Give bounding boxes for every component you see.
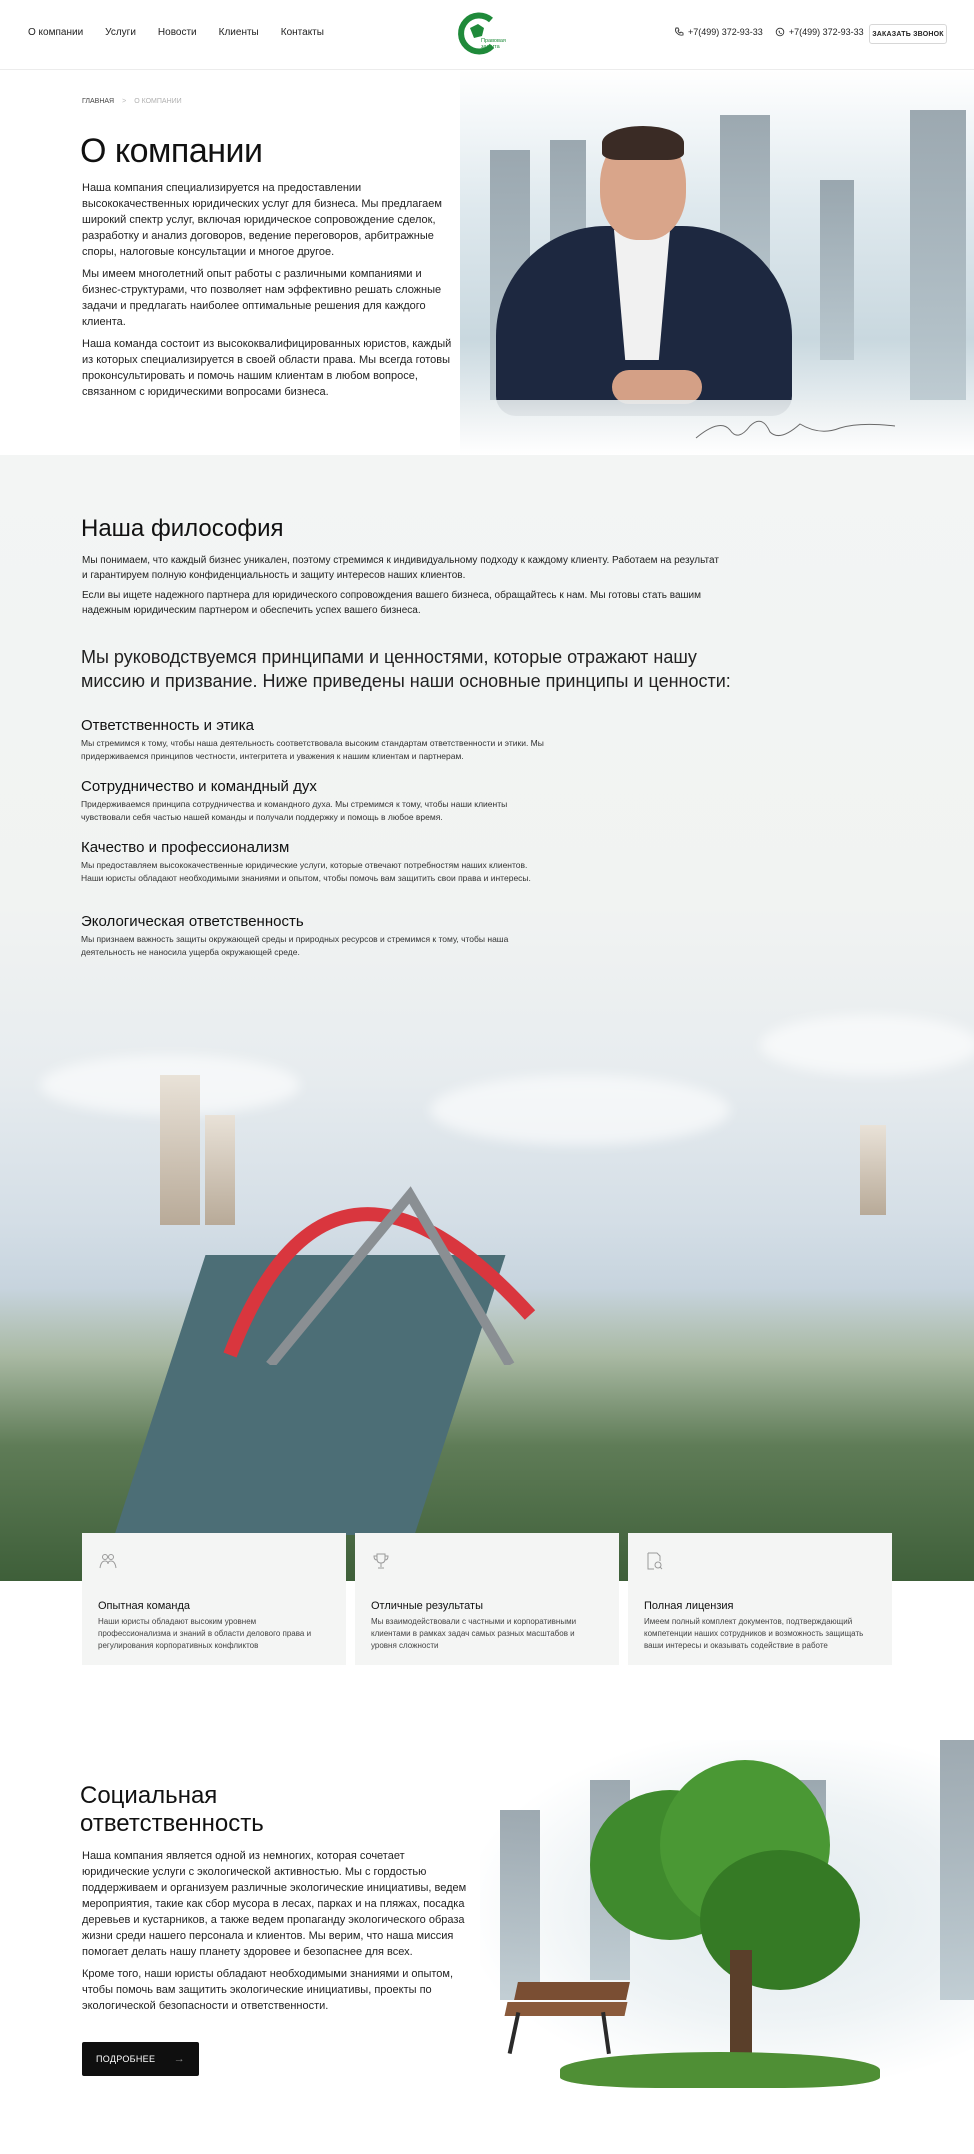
social-text: [82, 1848, 470, 2020]
philosophy-lead: Мы руководствуемся принципами и ценностями, которые отражают нашу миссию и призвание. Ниже приведены наши основные принципы и ценности:: [81, 647, 731, 691]
about-paragraph: Наша компания специализируется на предоставлении высококачественных юридических услуг для бизнеса. Мы предлагаем широкий спектр услуг, включая юридическое сопровождение сделок, разработку и анализ договоров, ведение переговоров, арбитражные споры, налоговые консультации и многое другое.: [82, 182, 442, 258]
logo-text: Правовая защита: [481, 38, 506, 50]
whatsapp-icon: [775, 27, 785, 37]
intro-paragraph: Мы понимаем, что каждый бизнес уникален, поэтому стремимся к индивидуальному подходу к каждому клиенту. Работаем на результат и гарантируем полную конфиденциальность и защиту интересов наших клиентов.: [82, 555, 719, 581]
phone-number: +7(499) 372-93-33: [688, 27, 763, 37]
intro-paragraph: Если вы ищете надежного партнера для юридического сопровождения вашего бизнеса, обращайтесь к нам. Мы готовы стать вашим надежным юридическим партнером и обеспечить успех вашего бизнеса.: [82, 590, 702, 616]
person-hands: [612, 370, 702, 404]
social-paragraph: Кроме того, наши юристы обладают необходимыми знаниями и опытом, чтобы помочь вам защитить экологические инициативы, проекты по экологической безопасности и ответственности.: [82, 1968, 454, 2012]
order-call-button[interactable]: ЗАКАЗАТЬ ЗВОНОК: [869, 24, 947, 44]
nav-contacts[interactable]: Контакты: [280, 27, 324, 38]
site-header: [0, 0, 974, 70]
about-text: [82, 180, 454, 406]
principle-title: Качество и профессионализм: [81, 839, 290, 856]
phone-icon: [674, 27, 684, 37]
page-title: О компании: [80, 132, 263, 170]
trophy-icon: [371, 1551, 391, 1571]
principle-title: Экологическая ответственность: [81, 913, 304, 930]
grass-shape: [560, 2052, 880, 2088]
phone-secondary[interactable]: [775, 27, 864, 37]
feature-title: Отличные результаты: [371, 1600, 483, 1612]
breadcrumb: [82, 98, 182, 105]
principle-text: Мы стремимся к тому, чтобы наша деятельность соответствовала высоким стандартам ответственности и этики. Мы придерживаемся принципов честности, интегритета и уважения к нашим клиентам и партнерам.: [81, 738, 544, 761]
bench-seat: [505, 2002, 628, 2016]
more-button[interactable]: [82, 2042, 199, 2076]
feature-text: Мы взаимодействовали с частными и корпоративными клиентами в рамках задач самых разных масштабов и уровня сложности: [371, 1617, 577, 1650]
bench-back: [514, 1982, 630, 2000]
principle-item: [81, 717, 551, 763]
social-title: Социальная ответственность: [80, 1782, 264, 1837]
philosophy-section: [0, 455, 974, 1581]
feature-card: [82, 1533, 346, 1665]
feature-text: Имеем полный комплект документов, подтверждающий компетенции наших сотрудников и возможность защищать ваши интересы и оказывать содействие в работе: [644, 1617, 864, 1650]
principle-item: [81, 778, 551, 824]
phone-number: +7(499) 372-93-33: [788, 27, 864, 37]
principle-text: Мы предоставляем высококачественные юридические услуги, которые отвечают потребностям наших клиентов. Наши юристы обладают необходимыми знаниями и опытом, чтобы помочь вам защитить свои права и интересы.: [81, 860, 531, 883]
license-icon: [644, 1551, 664, 1571]
breadcrumb-current: О КОМПАНИИ: [134, 98, 182, 105]
arrow-right-icon: →: [173, 2053, 185, 2065]
tower-shape: [860, 1125, 886, 1215]
feature-text: Наши юристы обладают высоким уровнем профессионализма и знаний в области делового права и регулирования корпоративных конфликтов: [98, 1617, 312, 1650]
building-shape: [500, 1810, 540, 2000]
principle-title: Сотрудничество и командный дух: [81, 778, 317, 795]
about-section: [0, 70, 974, 455]
more-button-label: ПОДРОБНЕЕ: [96, 2054, 156, 2064]
nav-clients[interactable]: Клиенты: [218, 27, 259, 38]
feature-card: [355, 1533, 619, 1665]
building-shape: [820, 180, 854, 360]
philosophy-title: Наша философия: [81, 515, 284, 542]
breadcrumb-home[interactable]: ГЛАВНАЯ: [82, 98, 115, 105]
nav-about[interactable]: О компании: [28, 27, 84, 38]
feature-title: Опытная команда: [98, 1600, 191, 1612]
tree-foliage: [700, 1850, 860, 1990]
principle-text: Мы признаем важность защиты окружающей среды и природных ресурсов и стремимся к тому, чтобы наша деятельность не наносила ущерба окружающей среде.: [81, 934, 509, 957]
social-section: [0, 1680, 974, 2154]
principle-text: Придерживаемся принципа сотрудничества и командного духа. Мы стремимся к тому, чтобы наши клиенты чувствовали себя частью нашей команды и получали поддержку и помощь в любое время.: [81, 799, 508, 822]
team-icon: [98, 1551, 118, 1571]
principle-title: Ответственность и этика: [81, 717, 255, 734]
nav-news[interactable]: Новости: [157, 27, 197, 38]
main-nav: [28, 27, 324, 38]
about-paragraph: Наша команда состоит из высококвалифицированных юристов, каждый из которых специализируется в своей области права. Мы всегда готовы проконсультировать и помочь нашим клиентам в любом вопросе, связанном с юридическими вопросами бизнеса.: [82, 338, 452, 398]
phone-primary[interactable]: [674, 27, 763, 37]
cloud-shape: [760, 1015, 974, 1075]
philosophy-intro: [82, 553, 722, 623]
nav-services[interactable]: Услуги: [105, 27, 136, 38]
building-shape: [940, 1740, 974, 2000]
logo-icon[interactable]: [456, 12, 502, 58]
bridge-arch: [210, 1135, 550, 1365]
feature-title: Полная лицензия: [644, 1600, 734, 1612]
building-shape: [910, 110, 966, 400]
principle-item: [81, 913, 551, 959]
principle-item: [81, 839, 551, 885]
signature-image: [690, 408, 900, 446]
about-paragraph: Мы имеем многолетний опыт работы с различными компаниями и бизнес-структурами, что позволяет нам эффективно решать сложные задачи и предлагать наиболее оптимальные решения для каждого клиента.: [82, 268, 442, 328]
phones: [674, 27, 864, 37]
feature-card: [628, 1533, 892, 1665]
tower-shape: [160, 1075, 200, 1225]
feature-cards: [82, 1533, 892, 1665]
person-hair: [602, 126, 684, 160]
breadcrumb-separator: >: [122, 98, 127, 105]
social-paragraph: Наша компания является одной из немногих, которая сочетает юридические услуги с экологической активностью. Мы с гордостью поддерживаем и организуем различные экологические инициативы, ведем мероприятия, такие как сбор мусора в лесах, парках и на пляжах, посадка деревьев и кустарников, а также ведем пропаганду экологического образа жизни среди нашего персонала и клиентов. Мы верим, что наша миссия помогает делать нашу планету здоровее и безопаснее для всех.: [82, 1850, 467, 1958]
